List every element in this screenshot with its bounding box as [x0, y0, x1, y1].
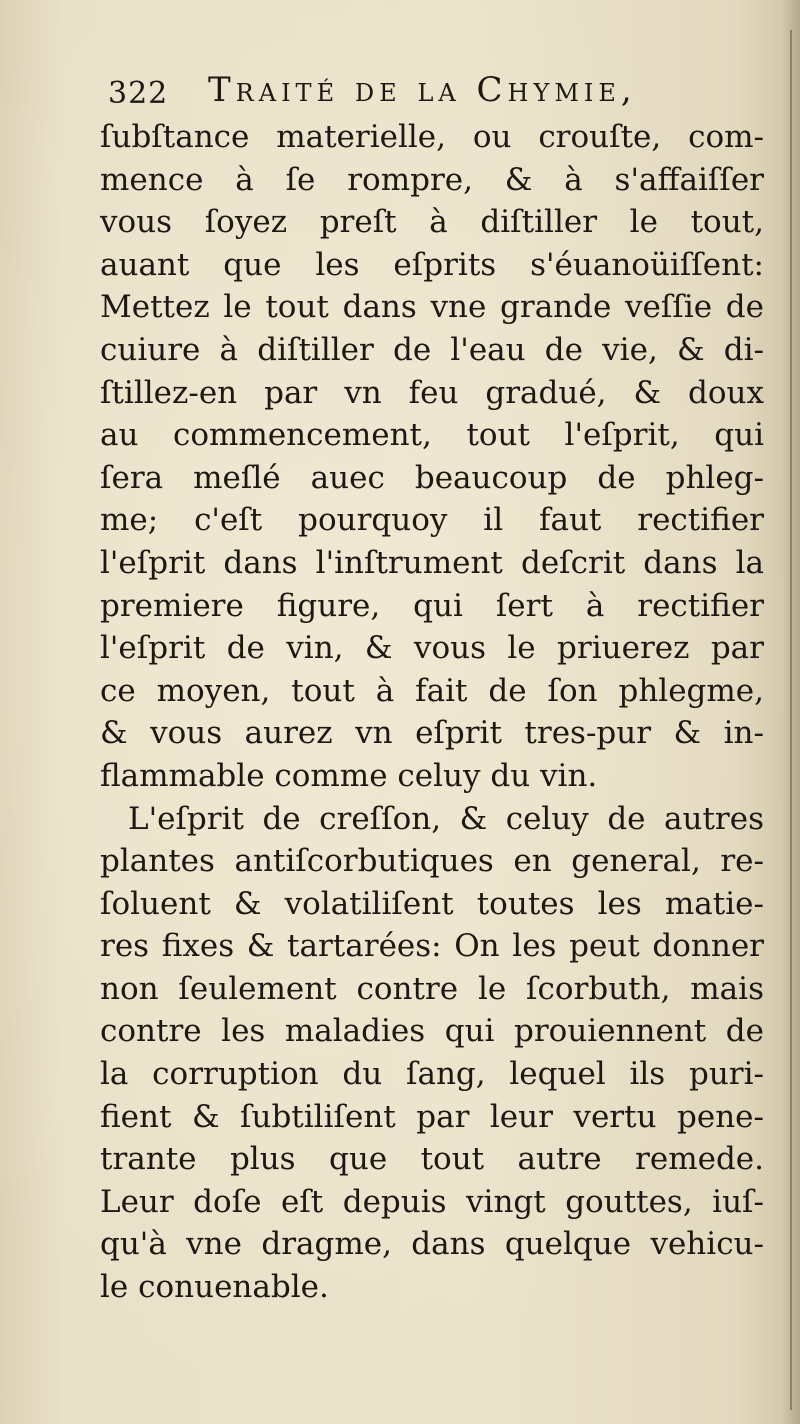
- body-text: [100, 116, 764, 1309]
- running-head: [108, 70, 748, 116]
- text-line: trante plus que tout autre remede.: [100, 1141, 764, 1178]
- text-line: le conuenable.: [100, 1269, 329, 1306]
- text-line: plantes antiſcorbutiques en general, re-: [100, 843, 764, 880]
- text-line: Mettez le tout dans vne grande veſſie de: [100, 289, 764, 326]
- running-title: Traité de la Chymie,: [208, 70, 637, 110]
- text-line: au commencement, tout l'eſprit, qui: [100, 417, 764, 454]
- text-line: mence à ſe rompre, & à s'affaiſſer: [100, 161, 764, 198]
- text-line: vous ſoyez preſt à diſtiller le tout,: [100, 204, 764, 241]
- text-line: & vous aurez vn eſprit tres-pur & in-: [100, 715, 764, 752]
- text-line: fient & ſubtiliſent par leur vertu pene-: [100, 1098, 764, 1135]
- text-line: l'eſprit de vin, & vous le priuerez par: [100, 630, 764, 667]
- text-line: l'eſprit dans l'inſtrument deſcrit dans la: [100, 544, 764, 581]
- text-line: Leur doſe eſt depuis vingt gouttes, iuſ-: [100, 1183, 764, 1220]
- text-line: res fixes & tartarées: On les peut donner: [100, 928, 764, 965]
- text-line: qu'à vne dragme, dans quelque vehicu-: [100, 1226, 764, 1263]
- text-line: premiere figure, qui ſert à rectifier: [100, 587, 764, 624]
- text-line: auant que les eſprits s'éuanoüiſſent:: [100, 246, 764, 283]
- text-line: me; c'eſt pourquoy il faut rectifier: [100, 502, 764, 539]
- text-line: ſoluent & volatiliſent toutes les matie-: [100, 885, 764, 922]
- page-edge-line: [790, 30, 792, 1410]
- text-line: non ſeulement contre le ſcorbuth, mais: [100, 970, 764, 1007]
- text-line: cuiure à diſtiller de l'eau de vie, & di-: [100, 331, 764, 368]
- text-line: contre les maladies qui prouiennent de: [100, 1013, 764, 1050]
- text-line: L'eſprit de creſſon, & celuy de autres: [128, 800, 764, 837]
- page-number: 322: [108, 76, 169, 111]
- text-line: ſubſtance materielle, ou crouſte, com-: [100, 119, 764, 155]
- text-line: la corruption du ſang, lequel ils puri-: [100, 1056, 764, 1093]
- text-line: ſtillez-en par vn feu gradué, & doux: [100, 374, 764, 411]
- text-line: ce moyen, tout à fait de ſon phlegme,: [100, 672, 764, 709]
- text-line: flammable comme celuy du vin.: [100, 757, 598, 794]
- text-line: ſera meſlé auec beaucoup de phleg-: [100, 459, 764, 496]
